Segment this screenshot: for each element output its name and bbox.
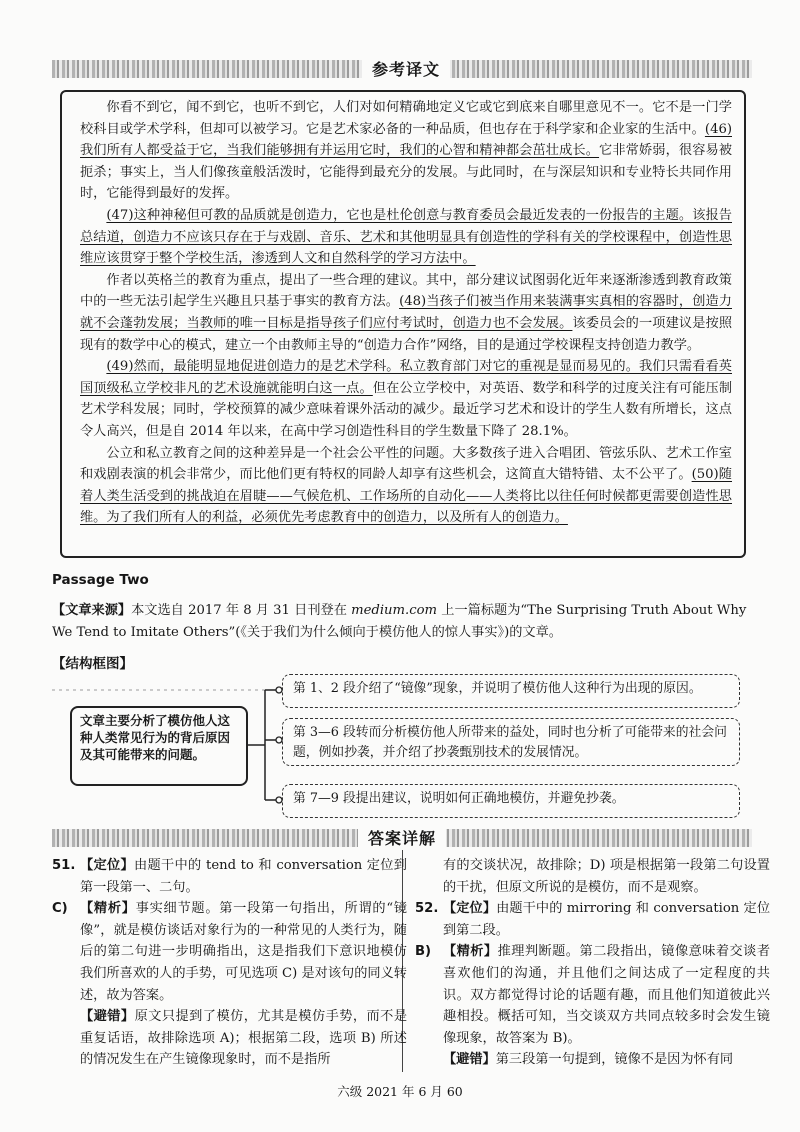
translation-paragraph-1: 你看不到它，闻不到它，也听不到它，人们对如何精确地定义它或它到底来自哪里意见不一。它不是一门学校科目或学术学科，但却可以被学习。它是艺术家必备的一种品质，但也存在于科学家和企业家的生活中。(46)我们所有人都受益于它，当我们能够拥有并运用它时，我们的心智和精神都会茁壮成长。它非常娇弱，很容易被扼杀；事实上，当人们像孩童般活泼时，它能得到最充分的发展。与此同时，在与深层知识和专业特长共同作用时，它能得到最好的发挥。 <box>80 100 733 202</box>
sentence-48: (48)当孩子们被当作用来装满事实真相的容器时，创造力就不会蓬勃发展；当教师的唯一目标是指导孩子们应付考试时，创造力也不会发展。 <box>80 294 732 331</box>
q52-analysis: B) 【精析】推理判断题。第二段指出，镜像意味着交谈者喜欢他们的沟通，并且他们之间达成了一定程度的共识。双方都觉得讨论的话题有趣，而且他们知道彼此兴趣相投。概括可知，当交谈双方共同点较多时会发生镜像现象，故答案为 B)。 <box>415 941 770 1049</box>
passage-heading: Passage Two <box>52 572 149 588</box>
article-source: 【文章来源】本文选自 2017 年 8 月 31 日刊登在 medium.com 上一篇标题为“The Surprising Truth About Why We Tend to Imitate Others”(《关于我们为什么倾向于模仿他人的惊人事实》)的文章。 <box>52 603 747 640</box>
translation-title: 参考译文 <box>362 57 450 80</box>
source-label: 【文章来源】 <box>52 603 132 618</box>
translation-paragraph-5: 公立和私立教育之间的这种差异是一个社会公平性的问题。大多数孩子进入合唱团、管弦乐队、艺术工作室和戏剧表演的机会非常少，而比他们更有特权的同龄人却享有这些机会，这简直大错特错、太不公平了。(50)随着人类生活受到的挑战迫在眉睫——气候危机、工作场所的自动化——人类将比以往任何时候都更需要创造性思维。为了我们所有人的利益，必须优先考虑教育中的创造力，以及所有人的创造力。 <box>80 445 732 526</box>
diagram-branch-3: 第 7—9 段提出建议，说明如何正确地模仿，并避免抄袭。 <box>282 784 740 818</box>
sentence-50: (50)随着人类生活受到的挑战迫在眉睫——气候危机、工作场所的自动化——人类将比以往任何时候都更需要创造性思维。为了我们所有人的利益，必须优先考虑教育中的创造力，以及所有人的创造力。 <box>80 467 732 526</box>
diagram-branch-2: 第 3—6 段转而分析模仿他人所带来的益处，同时也分析了可能带来的社会问题，例如抄袭，并介绍了抄袭甄别技术的发展情况。 <box>282 718 740 766</box>
sentence-46: (46)我们所有人都受益于它，当我们能够拥有并运用它时，我们的心智和精神都会茁壮成长。 <box>80 121 732 159</box>
translation-paragraph-3: 作者以英格兰的教育为重点，提出了一些合理的建议。其中，部分建议试图弱化近年来逐渐渗透到教育政策中的一些无法引起学生兴趣且只基于事实的教育方法。(48)当孩子们被当作用来装满事实真相的容器时，创造力就不会蓬勃发展；当教师的唯一目标是指导孩子们应付考试时，创造力也不会发展。该委员会的一项建议是按照现有的数学中心的模式，建立一个由教师主导的“创造力合作”网络，目的是通过学校课程支持创造力教学。 <box>80 272 733 353</box>
answers-right-column <box>415 855 770 1071</box>
translation-paragraph-4: (49)然而，最能明显地促进创造力的是艺术学科。私立教育部门对它的重视是显而易见的。我们只需看看英国顶级私立学校非凡的艺术设施就能明白这一点。但在公立学校中，对英语、数学和科学的过度关注有可能压制艺术学科发展；同时，学校预算的减少意味着课外活动的减少。最近学习艺术和设计的学生人数有所增长，这点令人高兴，但是自 2014 年以来，在高中学习创造性科目的学生数量下降了 28.1%。 <box>80 359 733 439</box>
answers-left-column <box>52 855 407 1071</box>
diagram-main-box: 文章主要分析了模仿他人这种人类常见行为的背后原因及其可能带来的问题。 <box>70 706 248 786</box>
sentence-47: (47)这种神秘但可教的品质就是创造力，它也是杜伦创意与教育委员会最近发表的一份报告的主题。该报告总结道，创造力不应该只存在于与戏剧、音乐、艺术和其他明显具有创造性的学科有关的学校课程中，创造性思维应该贯穿于整个学校生活，渗透到人文和自然科学的学习方法中。 <box>80 207 732 267</box>
q52-avoid-errors: 【避错】第三段第一句提到，镜像不是因为怀有同 <box>443 1052 734 1068</box>
q51-continued: 有的交谈状况，故排除；D) 项是根据第一段第二句设置的干扰，但原文所说的是模仿，而不是观察。 <box>443 858 770 895</box>
q51-analysis: C) 【精析】事实细节题。第一段第一句指出，所谓的“镜像”，就是模仿谈话对象行为的一种常见的人类行为，随后的第二句进一步明确指出，这是指我们下意识地模仿我们所喜欢的人的手势，可见选项 C) 是对该句的同义转述，故为答案。 <box>52 898 407 1006</box>
page-footer: 六级 2021 年 6 月 60 <box>337 1084 463 1099</box>
answers-title: 答案详解 <box>358 826 446 849</box>
sentence-49: (49)然而，最能明显地促进创造力的是艺术学科。私立教育部门对它的重视是显而易见的。我们只需看看英国顶级私立学校非凡的艺术设施就能明白这一点。 <box>80 359 732 396</box>
source-site: medium.com <box>351 603 438 618</box>
q52-locate: 52. 【定位】由题干中的 mirroring 和 conversation 定位到第二段。 <box>415 901 771 938</box>
q51-answer: C) <box>52 901 68 917</box>
q51-avoid-errors: 【避错】原文只提到了模仿，尤其是模仿手势，而不是重复话语，故排除选项 A)；根据第二段，选项 B) 所述的情况发生在产生镜像现象时，而不是指所 <box>80 1009 408 1068</box>
q51-locate: 51. 【定位】由题干中的 tend to 和 conversation 定位到第一段第一、二句。 <box>52 858 407 895</box>
structure-heading: 【结构框图】 <box>52 656 133 672</box>
q52-answer: B) <box>415 944 432 960</box>
diagram-branch-1: 第 1、2 段介绍了“镜像”现象，并说明了模仿他人这种行为出现的原因。 <box>282 674 740 708</box>
